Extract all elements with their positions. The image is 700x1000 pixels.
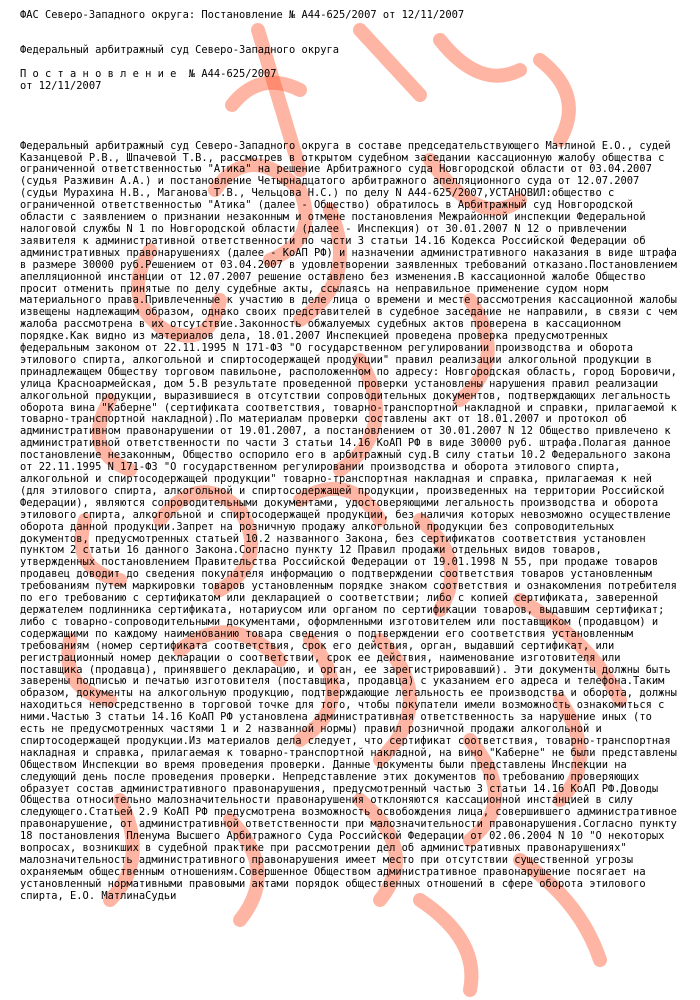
decision-date: от 12/11/2007	[20, 79, 102, 92]
header-title-line: ФАС Северо-Западного округа: Постановление № А44-625/2007 от 12/11/2007	[20, 9, 465, 21]
decision-heading: П о с т а н о в л е н и е № А44-625/2007	[20, 67, 277, 80]
decision-body-text: Федеральный арбитражный суд Северо-Западного округа в составе председательствующего Матлиной Е.О., судей Казанцевой Р.В., Шпачевой Т.В., рассмотрев в открытом судебном заседании кассационную жалобу общества с ограниченной ответственностью "Атика" на решение Арбитражного суда Новгородской области от 03.04.2007 (судья Разживин А.А.) и постановление Четырнадцатого арбитражного апелляционного суда от 12.07.2007 (судьи Мурахина Н.В., Маганова Т.В., Чельцова Н.С.) по делу N А44-625/2007,УСТАНОВИЛ:общество с ограниченной ответственностью "Атика" (далее - Общество) обратилось в Арбитражный суд Новгородской области с заявлением о признании незаконным и отмене постановления Межрайонной инспекции Федеральной налоговой службы N 1 по Новгородской области (далее - Инспекция) от 30.01.2007 N 12 о привлечении заявителя к административной ответственности по части 3 статьи 14.16 Кодекса Российской Федерации об административных правонарушениях (далее - КоАП РФ) и назначении административного наказания в виде штрафа в размере 30000 руб.Решением от 03.04.2007 в удовлетворении заявленных требований отказано.Постановлением апелляционной инстанции от 12.07.2007 решение оставлено без изменения.В кассационной жалобе Общество просит отменить принятые по делу судебные акты, ссылаясь на неправильное применение судом норм материального права.Привлеченные к участию в деле лица о времени и месте рассмотрения кассационной жалобы извещены надлежащим образом, однако своих представителей в судебное заседание не направили, в связи с чем жалоба рассмотрена в их отсутствие.Законность обжалуемых судебных актов проверена в кассационном порядке.Как видно из материалов дела, 18.01.2007 Инспекцией проведена проверка предусмотренных федеральным законом от 22.11.1995 N 171-ФЗ "О государственном регулировании производства и оборота этилового спирта, алкогольной и спиртосодержащей продукции" правил реализации алкогольной продукции в принадлежащем Обществу торговом павильоне, расположенном по адресу: Новгородская область, город Боровичи, улица Красноармейская, дом 5.В результате проведенной проверки установлены нарушения правил реализации алкогольной продукции, выразившиеся в отсутствии сопроводительных документов, подтверждающих легальность оборота вина "Каберне" (сертификата соответствия, товарно-транспортной накладной и справки, прилагаемой к товарно-транспортной накладной).По материалам проверки составлены акт от 18.01.2007 и протокол об административном правонарушении от 19.01.2007, а постановлением от 30.01.2007 N 12 Общество привлечено к административной ответственности по части 3 статьи 14.16 КоАП РФ в виде 30000 руб. штрафа.Полагая данное постановление незаконным, Общество оспорило его в арбитражный суд.В силу статьи 10.2 Федерального закона от 22.11.1995 N 171-ФЗ "О государственном регулировании производства и оборота этилового спирта, алкогольной и спиртосодержащей продукции" товарно-транспортная накладная и справка, прилагаемая к ней (для этилового спирта, алкогольной и спиртосодержащей продукции, произведенных на территории Российской Федерации), являются сопроводительными документами, удостоверяющими легальность производства и оборота этилового спирта, алкогольной и спиртосодержащей продукции, без наличия которых невозможно осуществление оборота данной продукции.Запрет на розничную продажу алкогольной продукции без сопроводительных документов, предусмотренных статьей 10.2 названного Закона, без сертификатов соответствия установлен пунктом 2 статьи 16 данного Закона.Согласно пункту 12 Правил продажи отдельных видов товаров, утвержденных постановлением Правительства Российской Федерации от 19.01.1998 N 55, при продаже товаров продавец доводит до сведения покупателя информацию о подтверждении соответствия товаров установленным требованиям путем маркировки товаров установленным порядке знаком соответствия и ознакомления потребителя по его требованию с сертификатом или декларацией о соответствии; либо с копией сертификата, заверенной держателем подлинника сертификата, нотариусом или органом по сертификации товаров, выдавшим сертификат; либо с товарно-сопроводительными документами, оформленными изготовителем или поставщиком (продавцом) и содержащими по каждому наименованию товара сведения о подтверждении его соответствия установленным требованиям (номер сертификата соответствия, срок его действия, орган, выдавший сертификат, или регистрационный номер декларации о соответствии, срок ее действия, наименование изготовителя или поставщика (продавца), принявшего декларацию, и орган, ее зарегистрировавший). Эти документы должны быть заверены подписью и печатью изготовителя (поставщика, продавца) с указанием его адреса и телефона.Таким образом, документы на алкогольную продукцию, подтверждающие легальность ее производства и оборота, должны находиться непосредственно в торговой точке для того, чтобы покупатели имели возможность ознакомиться с ними.Частью 3 статьи 14.16 КоАП РФ установлена административная ответственность за нарушение иных (то есть не предусмотренных частями 1 и 2 названной нормы) правил розничной продажи алкогольной и спиртосодержащей продукции.Из материалов дела следует, что сертификат соответствия, товарно-транспортная накладная и справка, прилагаемая к товарно-транспортной накладной, на вино "Каберне" не были представлены Обществом Инспекции во время проведения проверки. Данные документы были представлены Инспекции на следующий день после проведения проверки. Непредставление этих документов по требованию проверяющих образует состав административного правонарушения, предусмотренный частью 3 статьи 14.16 КоАП РФ.Доводы Общества относительно малозначительности правонарушения отклоняются кассационной инстанцией в силу следующего.Статьей 2.9 КоАП РФ предусмотрена возможность освобождения лица, совершившего административное правонарушение, от административной ответственности при малозначительности правонарушения.Согласно пункту 18 постановления Пленума Высшего Арбитражного Суда Российской Федерации от 02.06.2004 N 10 "О некоторых вопросах, возникших в судебной практике при рассмотрении дел об административных правонарушениях" малозначительность административного правонарушения имеет место при отсутствии существенной угрозы охраняемым общественным отношениям.Совершенное Обществом административное правонарушение посягает на установленный нормативными правовыми актами порядок общественных отношений в сфере оборота этилового спирта, Е.О. МатлинаСудьи	[20, 139, 677, 902]
court-name: Федеральный арбитражный суд Северо-Западного округа	[20, 43, 340, 56]
